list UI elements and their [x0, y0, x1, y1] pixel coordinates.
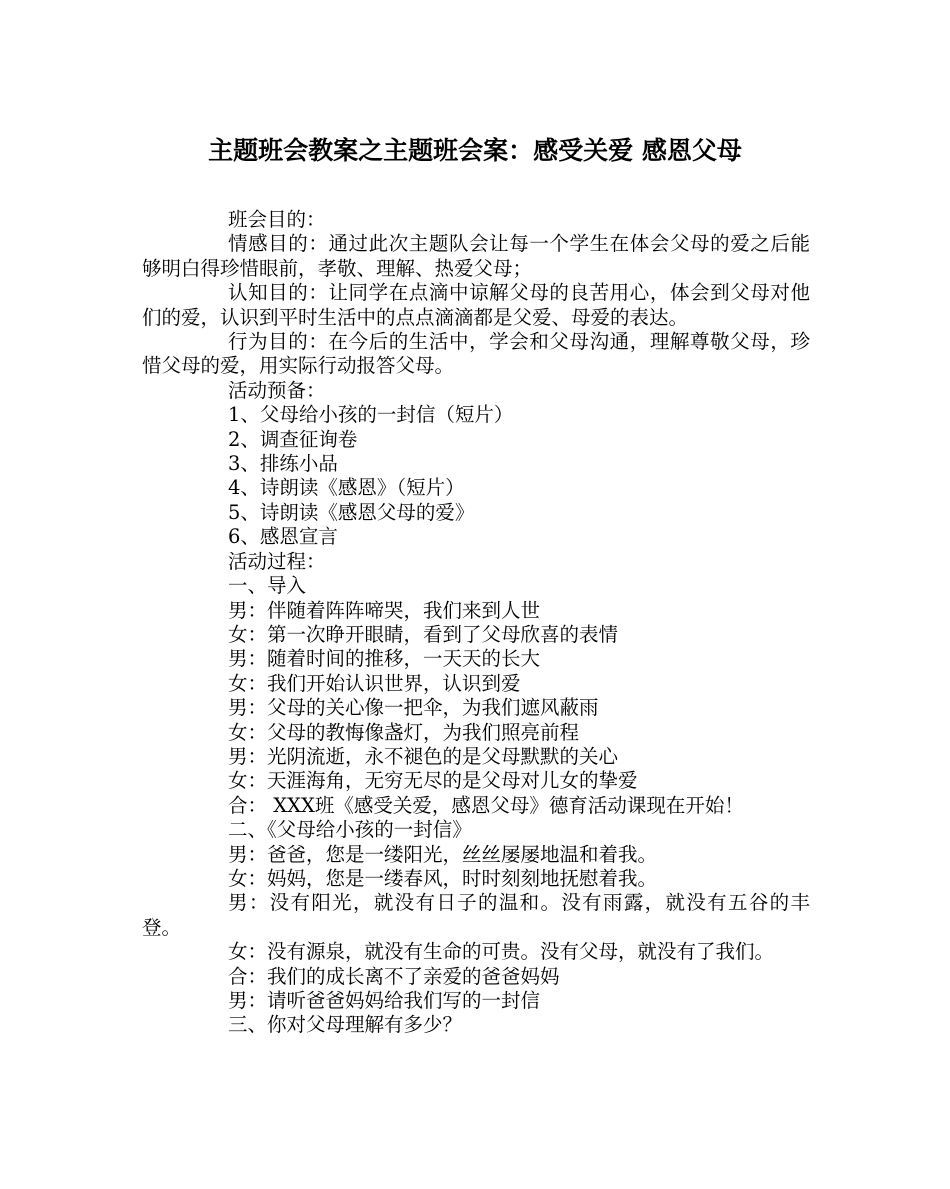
paragraph: 男：伴随着阵阵啼哭，我们来到人世: [228, 598, 541, 622]
paragraph: 1、父母给小孩的一封信（短片）: [228, 403, 514, 427]
paragraph: 合：我们的成长离不了亲爱的爸爸妈妈: [228, 964, 560, 988]
document-body: [142, 208, 810, 1038]
paragraph: 男：请听爸爸妈妈给我们写的一封信: [228, 989, 541, 1012]
paragraph: 男：随着时间的推移，一天天的长大: [228, 647, 541, 671]
paragraph: 二、《父母给小孩的一封信》: [228, 818, 472, 842]
paragraph: 女：我们开始认识世界，认识到爱: [228, 671, 521, 695]
document-title: 主题班会教案之主题班会案：感受关爱 感恩父母: [208, 136, 742, 165]
paragraph: 5、诗朗读《感恩父母的爱》: [228, 500, 475, 524]
paragraph: 男：光阴流逝，永不褪色的是父母默默的关心: [228, 744, 619, 768]
paragraph: 女：父母的教悔像盏灯，为我们照亮前程: [228, 720, 580, 744]
paragraph: 3、排练小品: [228, 452, 338, 476]
paragraph: 行为目的：在今后的生活中，学会和父母沟通，理解尊敬父母，珍惜父母的爱，用实际行动报答父母。: [142, 330, 810, 378]
paragraph: 班会目的：: [228, 208, 326, 231]
paragraph: 情感目的：通过此次主题队会让每一个学生在体会父母的爱之后能够明白得珍惜眼前，孝敬、理解、热爱父母；: [142, 232, 810, 280]
paragraph: 男：爸爸，您是一缕阳光，丝丝屡屡地温和着我。: [228, 842, 658, 866]
paragraph: 活动预备：: [228, 378, 326, 402]
paragraph: 活动过程：: [228, 549, 326, 573]
paragraph: 合： XXX班《感受关爱，感恩父母》德育活动课现在开始！: [228, 793, 744, 817]
paragraph: 6、感恩宣言: [228, 525, 338, 549]
paragraph: 男：父母的关心像一把伞，为我们遮风蔽雨: [228, 696, 599, 720]
paragraph: 女：没有源泉，就没有生命的可贵。没有父母，就没有了我们。: [228, 940, 775, 964]
paragraph: 女：第一次睁开眼睛，看到了父母欣喜的表情: [228, 622, 619, 646]
paragraph: 认知目的：让同学在点滴中谅解父母的良苦用心，体会到父母对他们的爱，认识到平时生活中的点点滴滴都是父爱、母爱的表达。: [142, 281, 810, 329]
paragraph: 女：妈妈，您是一缕春风，时时刻刻地抚慰着我。: [228, 866, 658, 890]
paragraph: 4、诗朗读《感恩》（短片）: [228, 476, 465, 500]
paragraph: 一、导入: [228, 574, 307, 598]
paragraph: 2、调查征询卷: [228, 427, 358, 451]
paragraph: 三、你对父母理解有多少？: [228, 1013, 463, 1037]
paragraph: 男：没有阳光，就没有日子的温和。没有雨露，就没有五谷的丰登。: [142, 891, 810, 939]
paragraph: 女：天涯海角，无穷无尽的是父母对儿女的挚爱: [228, 769, 638, 793]
